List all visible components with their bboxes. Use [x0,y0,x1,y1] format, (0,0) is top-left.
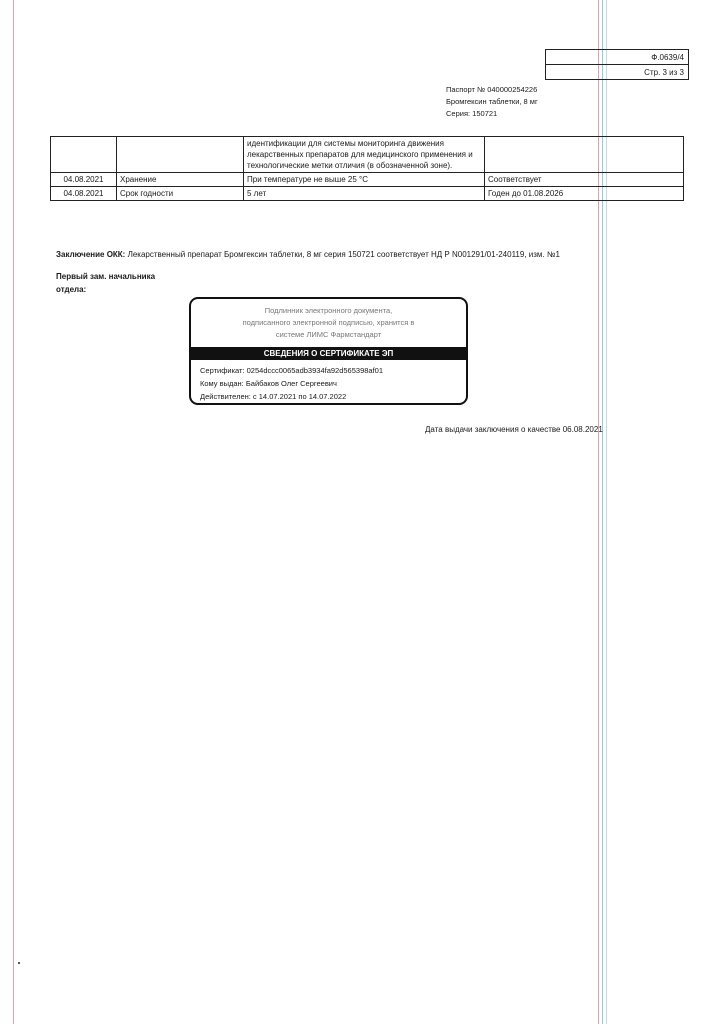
cell-date: 04.08.2021 [51,173,117,187]
signer-title [56,270,155,296]
cell-result [485,137,684,173]
cell-date [51,137,117,173]
cell-test: Срок годности [117,187,244,201]
page-number: Стр. 3 из 3 [546,65,689,80]
scan-speck [18,962,20,964]
stamp-issued-to: Кому выдан: Байбаков Олег Сергеевич [200,379,337,388]
form-code: Ф.0639/4 [546,50,689,65]
passport-product: Бромгексин таблетки, 8 мг [446,97,538,106]
cell-result: Годен до 01.08.2026 [485,187,684,201]
stamp-valid: Действителен: с 14.07.2021 по 14.07.2022 [200,392,347,401]
table-row [51,173,684,187]
stamp-title: СВЕДЕНИЯ О СЕРТИФИКАТЕ ЭП [191,347,466,360]
cell-result: Соответствует [485,173,684,187]
stamp-notice [191,299,466,347]
results-table [50,136,684,201]
passport-number: Паспорт № 040000254226 [446,85,538,94]
conclusion [56,248,576,261]
conclusion-label: Заключение ОКК: [56,250,126,259]
stamp-notice-line-2: подписанного электронной подписью, хранится в [242,318,415,327]
table-row [51,187,684,201]
stamp-notice-line-3: системе ЛИМС Фармстандарт [275,330,382,339]
scan-line-left [13,0,14,1024]
cell-requirement: идентификации для системы мониторинга движения лекарственных препаратов для медицинского применения и технологические метки отличия (в обозначенной зоне). [244,137,485,173]
signer-line-2: отдела: [56,285,87,294]
stamp-notice-line-1: Подлинник электронного документа, [264,306,393,315]
cell-requirement: 5 лет [244,187,485,201]
passport-block [446,84,538,120]
cell-test [117,137,244,173]
form-code-box [545,49,689,80]
stamp-certificate: Сертификат: 0254dccc0065adb3934fa92d565398af01 [200,366,384,375]
signer-line-1: Первый зам. начальника [56,272,156,281]
passport-series: Серия: 150721 [446,109,498,118]
cell-test: Хранение [117,173,244,187]
e-signature-stamp [189,297,468,405]
cell-date: 04.08.2021 [51,187,117,201]
conclusion-text: Лекарственный препарат Бромгексин таблетки, 8 мг серия 150721 соответствует НД Р N001291/01-240119, изм. №1 [125,250,560,259]
table-row [51,137,684,173]
cell-requirement: При температуре не выше 25 °С [244,173,485,187]
issue-date: Дата выдачи заключения о качестве 06.08.2021 [425,425,603,434]
